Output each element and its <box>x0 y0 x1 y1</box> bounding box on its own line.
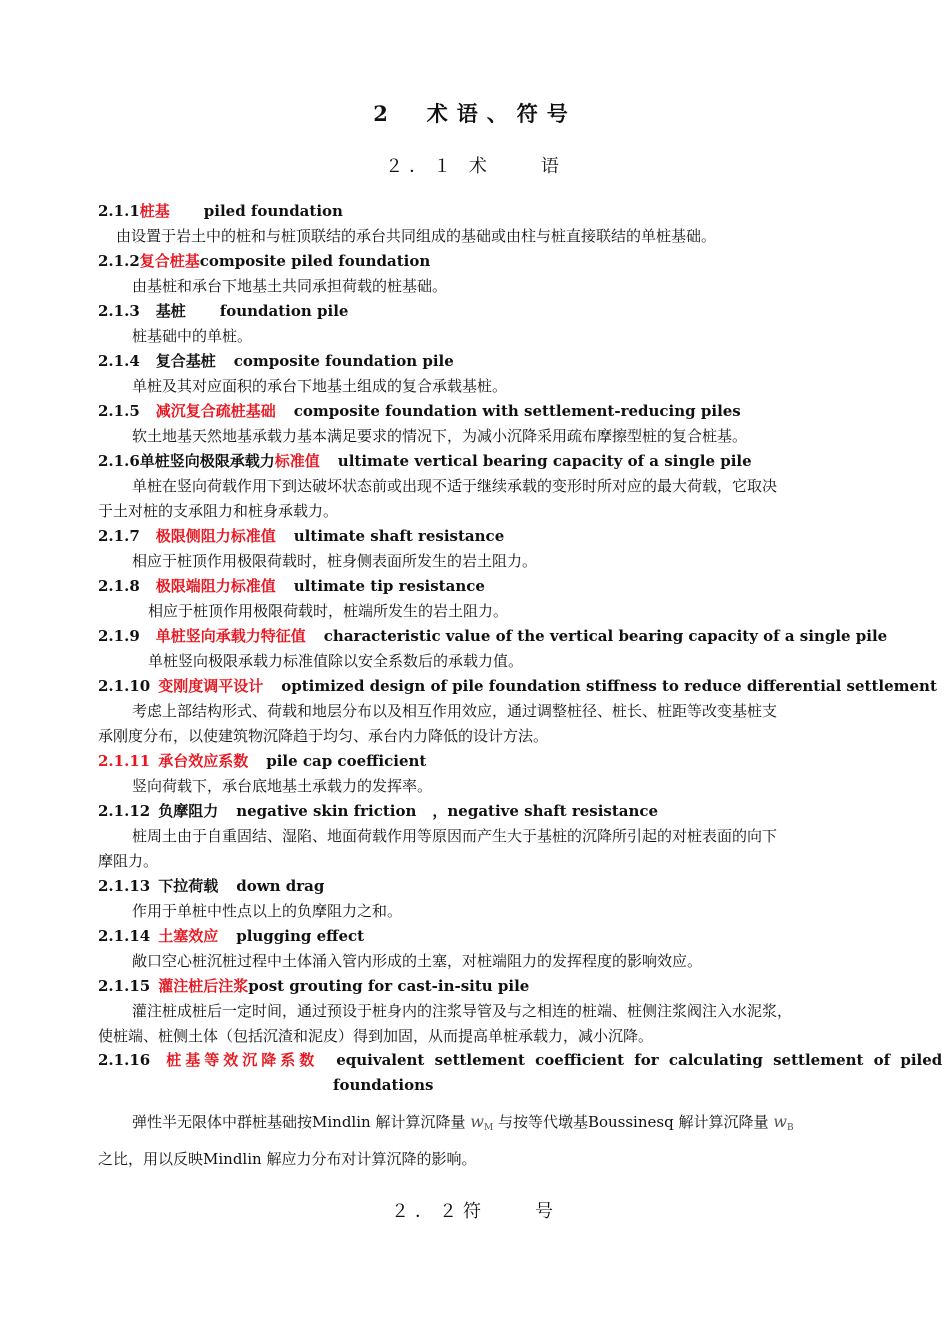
term-2-1-1-definition: 由设置于岩土中的桩和与桩顶联结的承台共同组成的基础或由柱与桩直接联结的单桩基础。 <box>116 227 717 245</box>
term-2-1-8-heading <box>98 576 485 596</box>
term-2-1-7-definition: 相应于桩顶作用极限荷载时，桩身侧表面所发生的岩土阻力。 <box>132 552 538 570</box>
term-number: 2.1.10 <box>98 677 151 695</box>
term-2-1-14-definition: 敞口空心桩沉桩过程中土体涌入管内形成的土塞，对桩端阻力的发挥程度的影响效应。 <box>132 952 703 970</box>
term-2-1-13-definition: 作用于单桩中性点以上的负摩阻力之和。 <box>132 902 403 920</box>
term-chinese: 变刚度调平设计 <box>158 677 264 695</box>
term-2-1-16-definition-cont: 之比，用以反映Mindlin 解应力分布对计算沉降的影响。 <box>98 1150 477 1168</box>
term-english: characteristic value of the vertical bearing capacity of a single pile <box>323 627 888 645</box>
term-number: 2.1.15 <box>98 977 151 995</box>
term-2-1-15-definition: 灌注桩成桩后一定时间，通过预设于桩身内的注浆导管及与之相连的桩端、桩侧注浆阀注入水泥浆， <box>132 1002 793 1020</box>
term-number: 2.1.12 <box>98 802 151 820</box>
term-english: composite piled foundation <box>199 252 431 270</box>
term-chinese: 减沉复合疏桩基础 <box>155 402 276 420</box>
term-english: equivalent settlement coefficient for calculating settlement of piled <box>336 1051 943 1069</box>
term-2-1-1-heading <box>98 201 343 221</box>
term-number: 2.1.9 <box>98 627 140 645</box>
symbol-w-m <box>470 1112 493 1131</box>
term-english: composite foundation pile <box>233 352 454 370</box>
term-2-1-9-heading <box>98 626 887 646</box>
term-2-1-9-definition: 单桩竖向极限承载力标准值除以安全系数后的承载力值。 <box>148 652 524 670</box>
term-2-1-3-heading <box>98 301 348 321</box>
term-english: ultimate shaft resistance <box>293 527 505 545</box>
term-2-1-15-heading <box>98 976 529 996</box>
term-2-1-4-heading <box>98 351 454 371</box>
definition-text: 与按等代墩基Boussinesq 解计算沉降量 <box>497 1113 769 1131</box>
term-number: 2.1.8 <box>98 577 140 595</box>
term-2-1-14-heading <box>98 926 364 946</box>
term-chinese: 复合基桩 <box>155 352 216 370</box>
term-chinese: 承台效应系数 <box>158 752 249 770</box>
term-2-1-13-heading <box>98 876 324 896</box>
term-2-1-6-heading <box>98 451 752 471</box>
term-chinese: 极限端阻力标准值 <box>155 577 276 595</box>
term-english: ultimate vertical bearing capacity of a single pile <box>337 452 752 470</box>
term-chinese: 负摩阻力 <box>158 802 219 820</box>
chapter-title: 2 术语、符号 <box>373 101 577 126</box>
term-2-1-2-definition: 由基桩和承台下地基土共同承担荷载的桩基础。 <box>132 277 448 295</box>
symbol-w-b <box>773 1112 793 1131</box>
term-2-1-6-definition: 单桩在竖向荷载作用下到达破坏状态前或出现不适于继续承载的变形时所对应的最大荷载，它取决 <box>132 477 778 495</box>
term-2-1-15-definition-cont: 使桩端、桩侧土体（包括沉渣和泥皮）得到加固，从而提高单桩承载力，减小沉降。 <box>98 1027 654 1045</box>
term-2-1-8-definition: 相应于桩顶作用极限荷载时，桩端所发生的岩土阻力。 <box>148 602 509 620</box>
term-english: ultimate tip resistance <box>293 577 485 595</box>
term-chinese: 单桩竖向承载力特征值 <box>155 627 306 645</box>
term-number: 2.1.2 <box>98 252 140 270</box>
symbol-subscript: B <box>786 1123 794 1133</box>
term-2-1-11-definition: 竖向荷载下，承台底地基土承载力的发挥率。 <box>132 777 433 795</box>
term-number: 2.1.13 <box>98 877 151 895</box>
term-number: 2.1.5 <box>98 402 140 420</box>
term-chinese: 桩基等效沉降系数 <box>166 1051 319 1069</box>
term-english: down drag <box>236 877 325 895</box>
term-2-1-10-heading <box>98 676 937 696</box>
term-number: 2.1.11 <box>98 752 151 770</box>
term-2-1-12-definition-cont: 摩阻力。 <box>98 852 159 870</box>
term-2-1-12-heading <box>98 801 658 821</box>
term-english: pile cap coefficient <box>266 752 427 770</box>
term-chinese: 灌注桩后注浆 <box>158 977 249 995</box>
term-chinese: 标准值 <box>274 452 320 470</box>
term-chinese: 极限侧阻力标准值 <box>155 527 276 545</box>
symbol-letter: w <box>470 1112 484 1131</box>
term-2-1-10-definition: 考虑上部结构形式、荷载和地层分布以及相互作用效应，通过调整桩径、桩长、桩距等改变基桩支 <box>132 702 778 720</box>
term-2-1-16-heading-cont: foundations <box>333 1076 434 1094</box>
term-english: post grouting for cast-in-situ pile <box>248 977 530 995</box>
term-2-1-7-heading <box>98 526 504 546</box>
term-2-1-11-heading <box>98 751 426 771</box>
term-number: 2.1.6 <box>98 452 140 470</box>
term-english: optimized design of pile foundation stiffness to reduce differential settlement <box>281 677 937 695</box>
term-number: 2.1.3 <box>98 302 140 320</box>
term-english: plugging effect <box>236 927 365 945</box>
term-2-1-5-definition: 软土地基天然地基承载力基本满足要求的情况下，为减小沉降采用疏布摩擦型桩的复合桩基。 <box>132 427 748 445</box>
term-english: composite foundation with settlement-reducing piles <box>293 402 741 420</box>
term-english: foundation pile <box>219 302 349 320</box>
term-2-1-12-definition: 桩周土由于自重固结、湿陷、地面荷载作用等原因而产生大于基桩的沉降所引起的对桩表面的向下 <box>132 827 778 845</box>
term-number: 2.1.7 <box>98 527 140 545</box>
term-2-1-4-definition: 单桩及其对应面积的承台下地基土组成的复合承载基桩。 <box>132 377 508 395</box>
section-title-symbols: ２．２符 号 <box>391 1201 559 1222</box>
term-number: 2.1.4 <box>98 352 140 370</box>
term-2-1-16-definition <box>132 1112 794 1138</box>
term-2-1-16-heading <box>98 1050 942 1070</box>
term-2-1-2-heading <box>98 251 430 271</box>
term-english: piled foundation <box>203 202 343 220</box>
term-english: negative skin friction <box>236 802 417 820</box>
term-chinese: 下拉荷载 <box>158 877 219 895</box>
symbol-subscript: M <box>483 1123 494 1133</box>
term-chinese: 土塞效应 <box>158 927 219 945</box>
term-chinese: 基桩 <box>155 302 186 320</box>
term-chinese: 桩基 <box>139 202 170 220</box>
term-number: 2.1.16 <box>98 1051 151 1069</box>
definition-text: 弹性半无限体中群桩基础按Mindlin 解计算沉降量 <box>132 1113 466 1131</box>
term-number: 2.1.1 <box>98 202 140 220</box>
section-title-terms: ２．１ 术 语 <box>385 156 565 177</box>
term-2-1-5-heading <box>98 401 741 421</box>
term-2-1-10-definition-cont: 承刚度分布，以使建筑物沉降趋于均匀、承台内力降低的设计方法。 <box>98 727 549 745</box>
term-english-alt: ，negative shaft resistance <box>432 802 659 820</box>
term-2-1-6-definition-cont: 于土对桩的支承阻力和桩身承载力。 <box>98 502 339 520</box>
term-chinese: 复合桩基 <box>139 252 200 270</box>
term-2-1-3-definition: 桩基础中的单桩。 <box>132 327 253 345</box>
term-number: 2.1.14 <box>98 927 151 945</box>
symbol-letter: w <box>773 1112 787 1131</box>
term-chinese-part: 单桩竖向极限承载力 <box>139 452 275 470</box>
